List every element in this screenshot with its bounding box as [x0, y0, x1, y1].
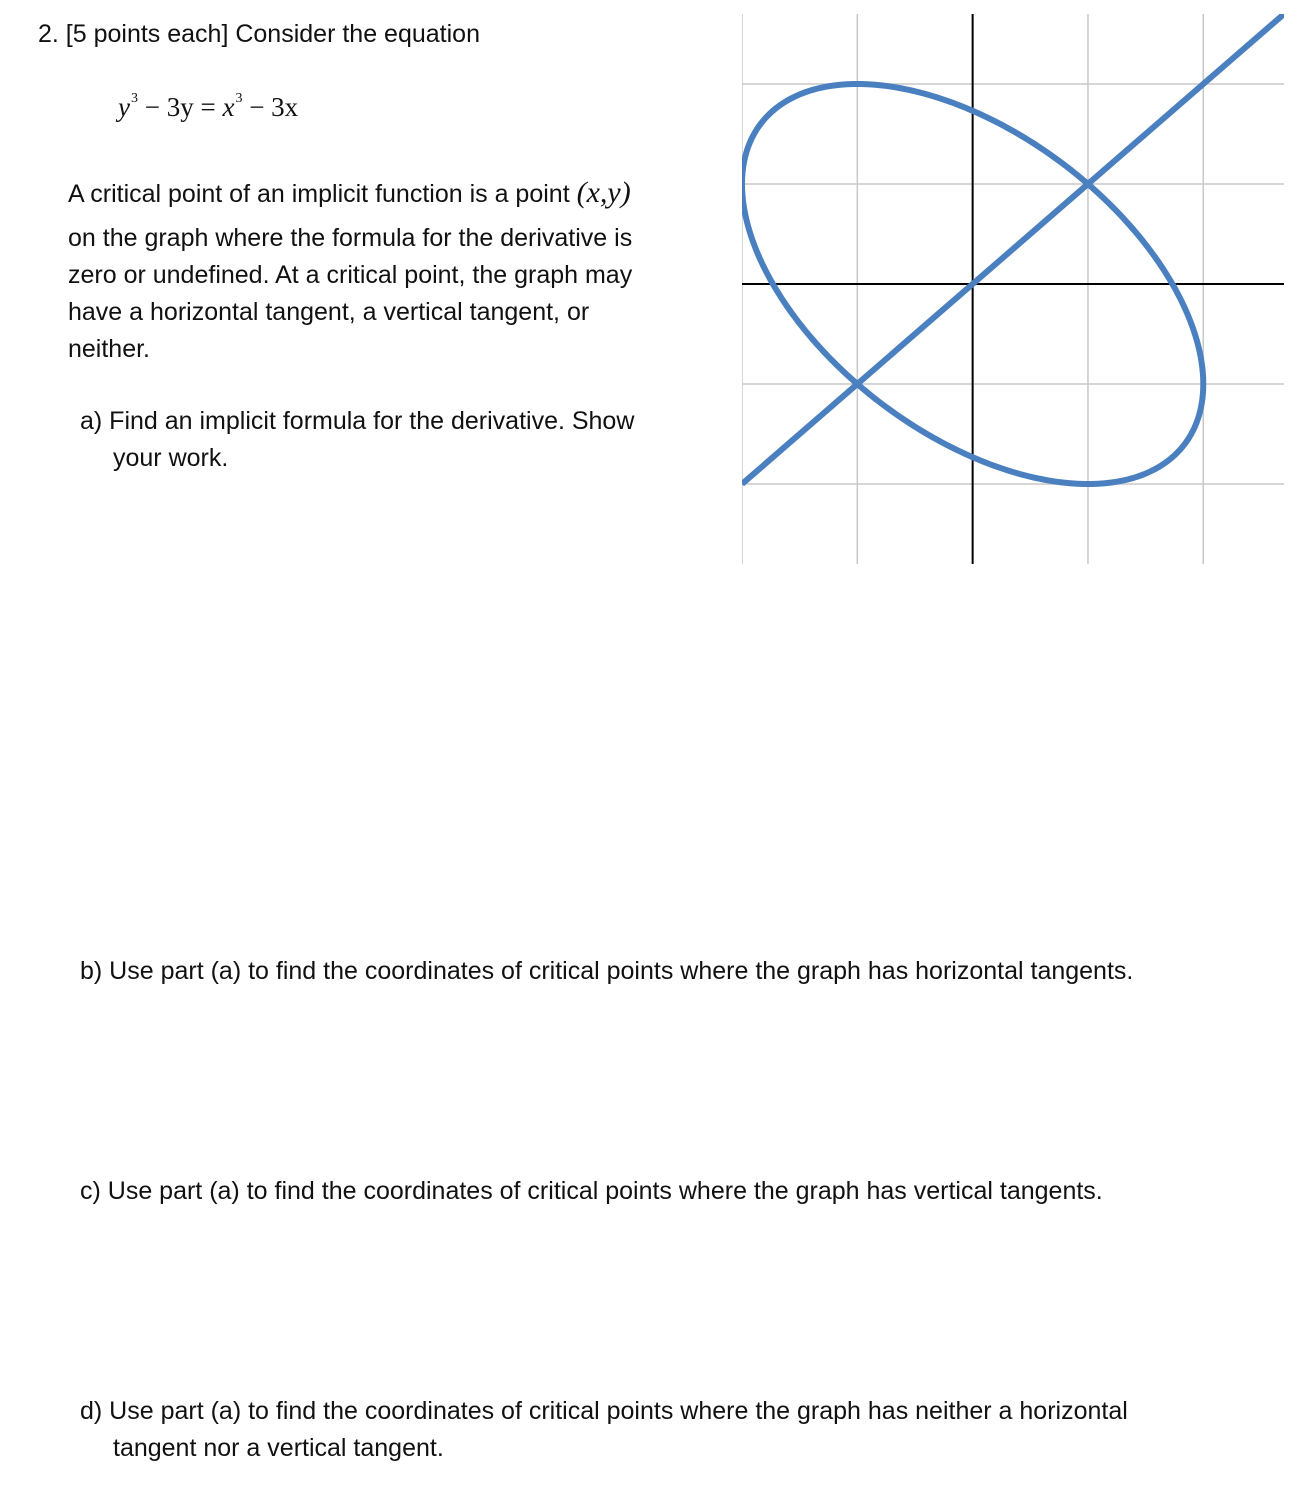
equation-rhs-var: x — [222, 92, 235, 122]
part-a-line-1: a) Find an implicit formula for the derivative. Show — [80, 407, 635, 435]
intro-line-4: have a horizontal tangent, a vertical tangent, or — [68, 298, 590, 326]
equation-lhs-var: y — [118, 92, 130, 122]
part-b-line-1: b) Use part (a) to find the coordinates of critical points where the graph has horizontal tangents. — [80, 957, 1134, 985]
part-c-line-1: c) Use part (a) to find the coordinates of critical points where the graph has vertical tangents. — [80, 1177, 1103, 1205]
intro-line-5: neither. — [68, 335, 151, 363]
equation-rhs-rest: − 3x — [242, 92, 299, 122]
implicit-curve-graph — [742, 14, 1284, 564]
intro-point: (x,y) — [576, 176, 631, 209]
part-d-line-1: d) Use part (a) to find the coordinates of critical points where the graph has neither a horizontal — [80, 1397, 1128, 1425]
intro-line-2: on the graph where the formula for the derivative is — [68, 224, 633, 252]
part-a-line-2: your work. — [113, 444, 229, 472]
part-d-line-2: tangent nor a vertical tangent. — [113, 1434, 444, 1462]
equation-lhs-exp: 3 — [130, 91, 138, 106]
intro-text: A critical point of an implicit function is a point — [68, 180, 570, 208]
equation-rhs-exp: 3 — [235, 91, 243, 106]
intro-line-1 — [68, 174, 631, 213]
equation-lhs-rest: − 3y = — [137, 92, 223, 122]
intro-line-3: zero or undefined. At a critical point, the graph may — [68, 261, 633, 289]
grid-lines — [742, 14, 1284, 564]
equation — [118, 92, 298, 123]
problem-header: 2. [5 points each] Consider the equation — [38, 20, 480, 48]
